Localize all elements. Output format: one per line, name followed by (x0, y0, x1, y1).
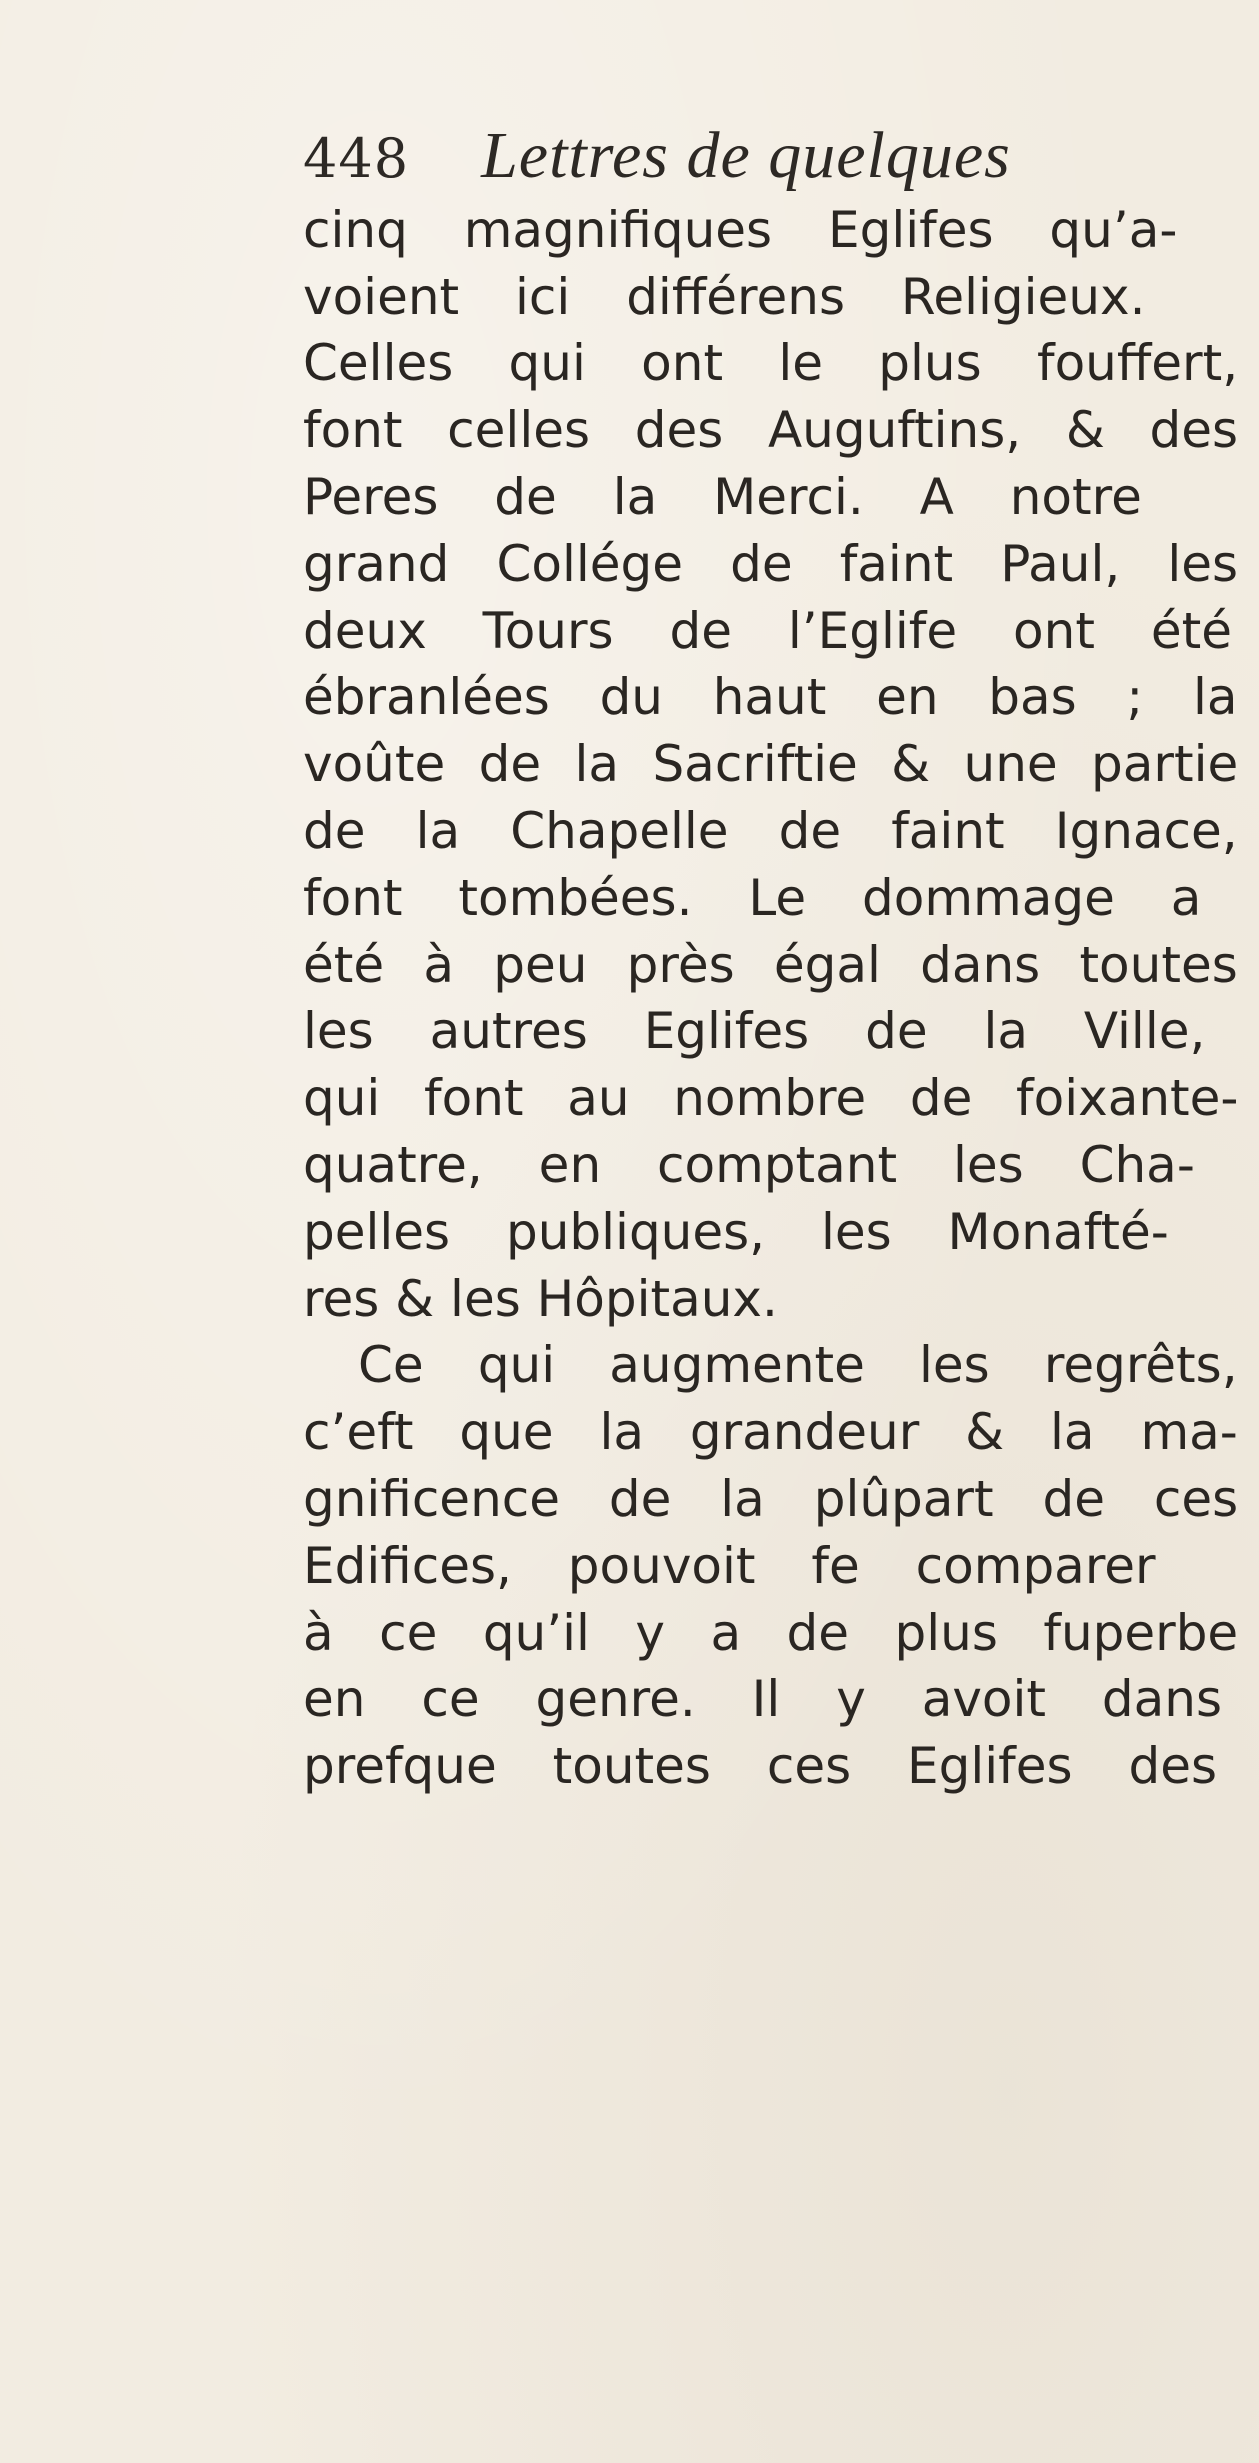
text-line: été à peu près égal dans toutes (303, 936, 1238, 994)
text-line: pelles publiques, les Monafté- (303, 1203, 1169, 1261)
text-line: Edifices, pouvoit fe comparer (303, 1537, 1156, 1595)
text-line: deux Tours de l’Eglife ont été (303, 602, 1232, 660)
text-line: prefque toutes ces Eglifes des (303, 1737, 1218, 1795)
text-line: quatre, en comptant les Cha- (303, 1136, 1195, 1194)
text-line: en ce genre. Il y avoit dans (303, 1670, 1223, 1728)
text-line: cinq magnifiques Eglifes qu’a- (303, 201, 1178, 259)
text-line: Celles qui ont le plus fouffert, (303, 334, 1239, 392)
page-number: 448 (303, 127, 410, 190)
text-line: gnificence de la plûpart de ces (303, 1470, 1239, 1528)
text-line: ébranlées du haut en bas ; la (303, 668, 1238, 726)
text-line: les autres Eglifes de la Ville, (303, 1002, 1206, 1060)
running-title: Lettres de quelques (481, 119, 1011, 192)
text-line: font tombées. Le dommage a (303, 869, 1202, 927)
text-line: c’eft que la grandeur & la ma- (303, 1403, 1238, 1461)
text-line: res & les Hôpitaux. (303, 1270, 778, 1328)
text-line: voient ici différens Religieux. (303, 268, 1146, 326)
text-line: grand Collége de faint Paul, les (303, 535, 1239, 593)
page-header (303, 118, 1011, 192)
text-line: de la Chapelle de faint Ignace, (303, 802, 1238, 860)
text-line: à ce qu’il y a de plus fuperbe (303, 1604, 1239, 1662)
text-line: Ce qui augmente les regrêts, (358, 1336, 1238, 1394)
text-line: Peres de la Merci. A notre (303, 468, 1142, 526)
text-line: qui font au nombre de foixante- (303, 1069, 1239, 1127)
text-line: voûte de la Sacriftie & une partie (303, 735, 1239, 793)
text-line: font celles des Auguftins, & des (303, 401, 1239, 459)
